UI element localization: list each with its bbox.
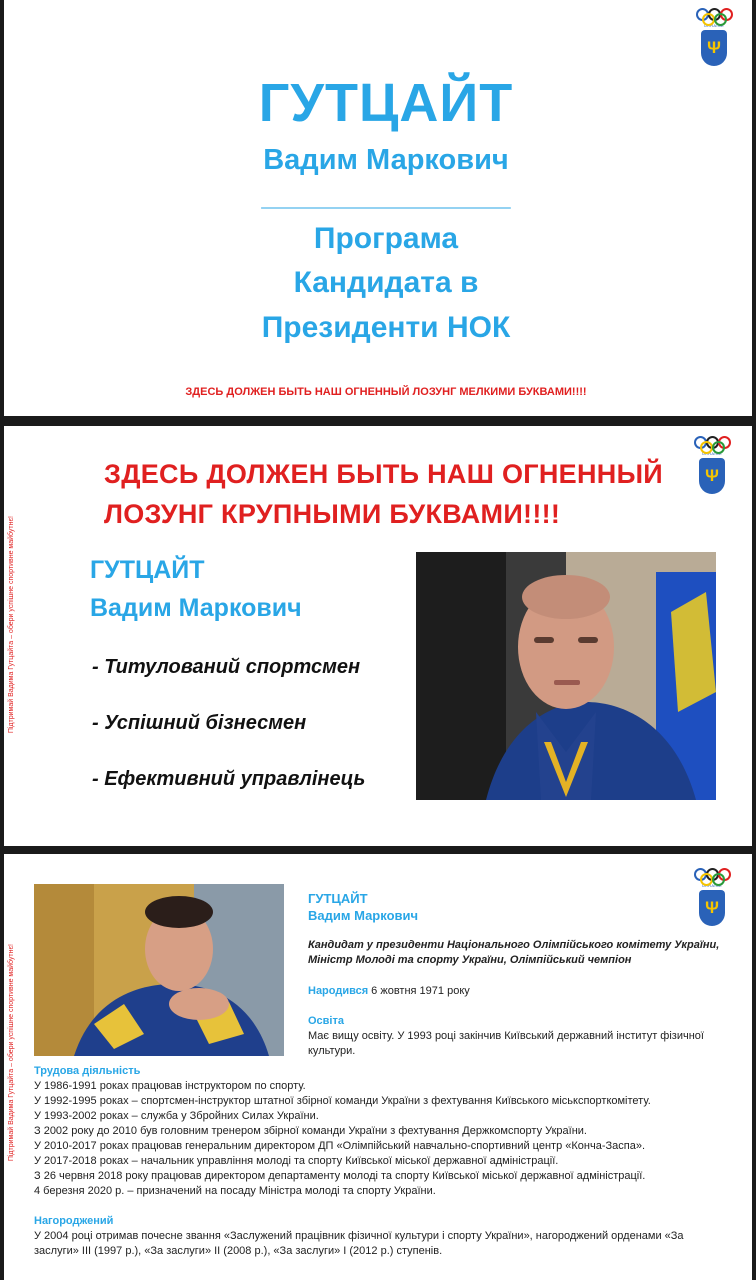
slogan-large-line-2: ЛОЗУНГ КРУПНЫМИ БУКВАМИ!!!!	[104, 499, 561, 529]
slide-title	[4, 0, 752, 416]
awards-section	[34, 1214, 724, 1259]
work-item: У 1986-1991 роках працював інструктором по спорту.	[34, 1080, 306, 1092]
candidate-titles-line-1: Кандидат у президенти Національного Олімпійського комітету України,	[308, 939, 720, 951]
candidate-name: Вадим Маркович	[90, 594, 302, 622]
work-item: У 1993-2002 роках – служба у Збройних Силах України.	[34, 1110, 319, 1122]
slide-intro	[4, 426, 752, 846]
slogan-large-line-1: ЗДЕСЬ ДОЛЖЕН БЫТЬ НАШ ОГНЕННЫЙ	[104, 459, 664, 489]
candidate-titles-line-2: Міністр Молоді та спорту України, Олімпійський чемпіон	[308, 954, 632, 966]
work-item: З 26 червня 2018 року працював директором департаменту молоді та спорту Київської міської державної адміністрації.	[34, 1170, 646, 1182]
olympic-rings-icon	[694, 436, 730, 450]
work-label: Трудова діяльність	[34, 1065, 141, 1077]
education-label: Освіта	[308, 1015, 344, 1027]
title-divider: ________________	[261, 180, 511, 211]
candidate-name: Вадим Маркович	[263, 144, 509, 176]
slogan-small: ЗДЕСЬ ДОЛЖЕН БЫТЬ НАШ ОГНЕННЫЙ ЛОЗУНГ МЕЛКИМИ БУКВАМИ!!!!	[185, 386, 587, 398]
work-section	[34, 1064, 734, 1199]
support-side-text: Підтримай Вадима Гутцайта – обери успішне спортивне майбутнє!	[8, 516, 15, 734]
olympic-committee-logo	[694, 436, 730, 494]
born-label: Народився	[308, 985, 369, 997]
candidate-surname: ГУТЦАЙТ	[90, 556, 205, 584]
work-item: З 2002 року до 2010 був головним тренером збірної команди України з фехтування Держкомспорту України.	[34, 1125, 587, 1137]
candidate-surname: ГУТЦАЙТ	[258, 73, 514, 133]
candidate-photo-sport	[34, 884, 284, 1056]
awards-label: Нагороджений	[34, 1215, 114, 1227]
bullet-item: - Титулований спортсмен	[92, 656, 361, 678]
olympic-rings-icon	[694, 868, 730, 882]
candidate-portrait-photo	[416, 552, 716, 800]
education-text: Має вищу освіту. У 1993 році закінчив Київський державний інститут фізичної культури.	[308, 1030, 704, 1057]
bullet-item: - Ефективний управлінець	[92, 768, 366, 790]
trident-shield-icon: Ψ	[699, 458, 725, 494]
program-line-1: Програма	[313, 222, 459, 255]
born-value: 6 жовтня 1971 року	[368, 985, 470, 997]
support-side-text: Підтримай Вадима Гутцайта – обери успішне спортивне майбутнє!	[8, 944, 15, 1162]
olympic-committee-logo	[696, 8, 732, 66]
work-item: 4 березня 2020 р. – призначений на посаду Міністра молоді та спорту України.	[34, 1185, 436, 1197]
born-row	[308, 984, 738, 999]
program-line-3: Президенти НОК	[261, 311, 511, 344]
trident-shield-icon: Ψ	[701, 30, 727, 66]
trident-shield-icon: Ψ	[699, 890, 725, 926]
logo-country-label: UKRAINE	[704, 23, 724, 28]
bullet-item: - Успішний бізнесмен	[92, 712, 307, 734]
slide-biography	[4, 854, 752, 1280]
logo-country-label: UKRAINE	[702, 451, 722, 456]
candidate-name: Вадим Маркович	[308, 908, 419, 923]
work-item: У 2010-2017 роках працював генеральним директором ДП «Олімпійський навчально-спортивний центр «Конча-Заспа».	[34, 1140, 646, 1152]
work-item: У 2017-2018 роках – начальник управління молоді та спорту Київської міської державної адміністрації.	[34, 1155, 559, 1167]
olympic-rings-icon	[696, 8, 732, 22]
logo-country-label: UKRAINE	[702, 883, 722, 888]
candidate-surname: ГУТЦАЙТ	[308, 891, 368, 906]
work-item: У 1992-1995 роках – спортсмен-інструктор штатної збірної команди України з фехтування Київського міськспорткомітету.	[34, 1095, 651, 1107]
awards-text: У 2004 році отримав почесне звання «Заслужений працівник фізичної культури і спорту України», нагороджений орденами «За заслуги» ІІІ (1997 р.), «За заслуги» ІІ (2008 р.), «За заслуги» І (2012 р.) ступенів.	[34, 1230, 684, 1257]
program-line-2: Кандидата в	[293, 266, 479, 299]
